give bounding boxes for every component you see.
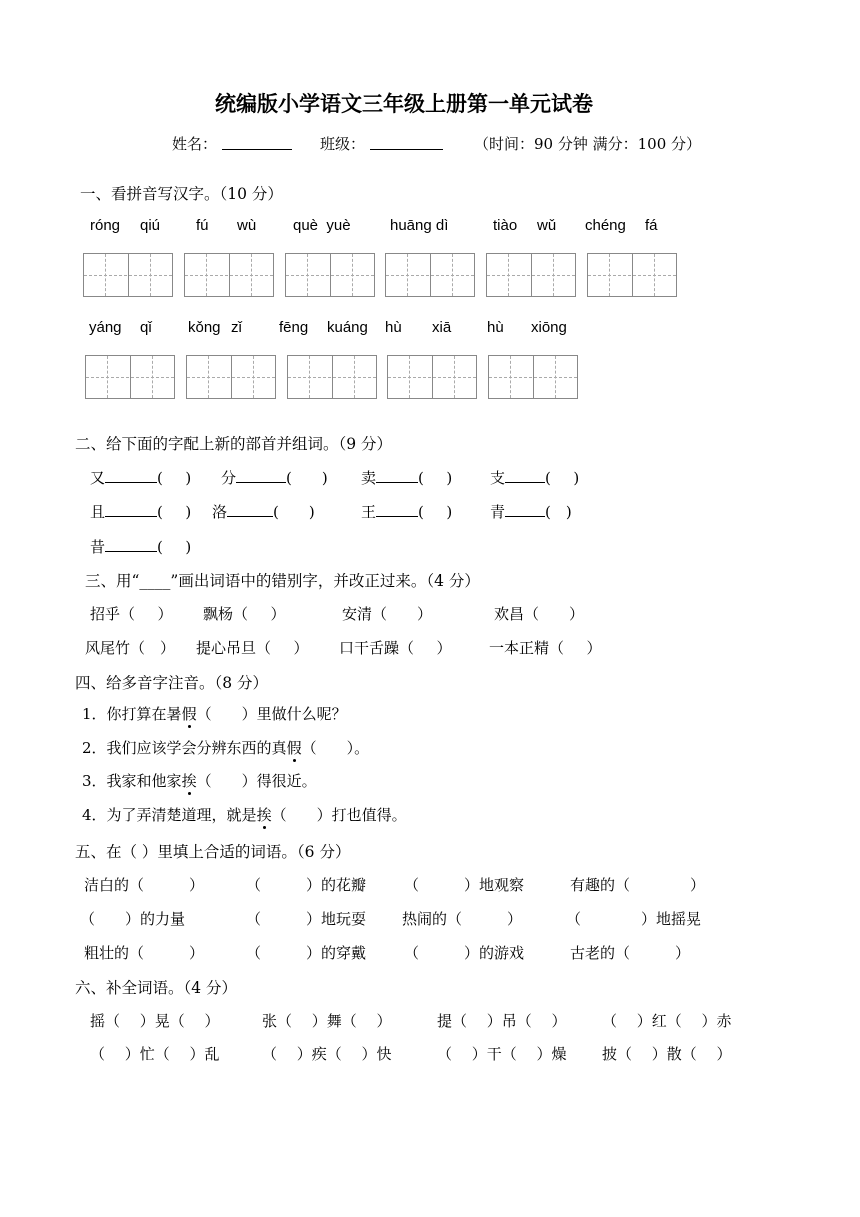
typo-item[interactable] bbox=[489, 637, 602, 658]
radical-item[interactable]: 支 ( ) bbox=[490, 469, 580, 487]
page-title: 统编版小学语文三年级上册第一单元试卷 bbox=[215, 92, 593, 116]
base-char: 且 bbox=[90, 503, 106, 521]
typo-word: 提心吊旦（ bbox=[196, 639, 272, 657]
fill-blank-phrase[interactable]: （ ）地玩耍 bbox=[246, 910, 367, 928]
typo-item[interactable] bbox=[339, 637, 452, 658]
radical-item[interactable]: 且 ( ) bbox=[90, 503, 192, 521]
polyphone-item[interactable] bbox=[82, 737, 369, 758]
section-5-heading: 五、在（ ）里填上合适的词语。（6 分） bbox=[75, 843, 351, 861]
base-char: 又 bbox=[90, 469, 106, 487]
typo-item[interactable] bbox=[494, 603, 584, 624]
fill-blank-phrase[interactable]: （ ）的穿戴 bbox=[246, 944, 367, 962]
sentence-text: 我们应该学会分辨东西的真 bbox=[106, 739, 287, 757]
pinyin: qǐ bbox=[140, 319, 152, 336]
polyphone-item[interactable] bbox=[82, 703, 347, 724]
idiom-blank[interactable]: （ ）干（ ）燥 bbox=[437, 1045, 567, 1063]
pinyin: tiào bbox=[493, 217, 518, 234]
paren-close: ） bbox=[436, 639, 452, 657]
typo-item[interactable] bbox=[85, 637, 175, 658]
pinyin: wǔ bbox=[537, 217, 557, 234]
pinyin: xiā bbox=[432, 319, 452, 336]
base-char: 青 bbox=[490, 503, 506, 521]
typo-item[interactable] bbox=[342, 603, 432, 624]
pinyin: xiōng bbox=[531, 319, 567, 336]
paren-close: ） bbox=[270, 605, 286, 623]
pinyin: yáng bbox=[89, 319, 122, 336]
typo-word: 欢昌（ bbox=[494, 605, 540, 623]
sentence-text: （ ）得很近。 bbox=[196, 772, 317, 790]
paren-close: ） bbox=[157, 605, 173, 623]
time-score: （时间：90 分钟 满分：100 分） bbox=[474, 135, 702, 153]
typo-word: 口干舌躁（ bbox=[339, 639, 415, 657]
dotted-char: 挨 bbox=[256, 806, 272, 824]
sentence-text: （ ）里做什么呢？ bbox=[196, 705, 347, 723]
sentence-text: （ ）。 bbox=[301, 739, 370, 757]
typo-item[interactable] bbox=[90, 603, 173, 624]
writing-grid[interactable] bbox=[85, 355, 175, 399]
sentence-text: 我家和他家 bbox=[106, 772, 182, 790]
idiom-blank[interactable]: 摇（ ）晃（ ） bbox=[90, 1012, 220, 1030]
section-6-heading: 六、补全词语。（4 分） bbox=[75, 979, 238, 997]
sentence-text: 你打算在暑 bbox=[106, 705, 182, 723]
typo-item[interactable] bbox=[196, 637, 309, 658]
writing-grid[interactable] bbox=[83, 253, 173, 297]
base-char: 卖 bbox=[361, 469, 377, 487]
item-number: 2． bbox=[82, 739, 107, 757]
writing-grid[interactable] bbox=[285, 253, 375, 297]
fill-blank-phrase[interactable]: 热闹的（ ） bbox=[402, 910, 523, 928]
fill-blank-phrase[interactable]: 有趣的（ ） bbox=[570, 876, 706, 894]
idiom-blank[interactable]: （ ）忙（ ）乱 bbox=[90, 1045, 220, 1063]
idiom-blank[interactable]: 披（ ）散（ ） bbox=[602, 1045, 732, 1063]
pinyin: huāng dì bbox=[390, 217, 449, 234]
polyphone-item[interactable] bbox=[82, 804, 407, 825]
pinyin: chéng bbox=[585, 217, 626, 234]
paren-close: ） bbox=[586, 639, 602, 657]
fill-blank-phrase[interactable]: 古老的（ ） bbox=[570, 944, 691, 962]
writing-grid[interactable] bbox=[385, 253, 475, 297]
pinyin: róng bbox=[90, 217, 121, 234]
typo-word: 招乎（ bbox=[90, 605, 136, 623]
fill-blank-phrase[interactable]: （ ）的游戏 bbox=[404, 944, 525, 962]
paren-close: ） bbox=[160, 639, 176, 657]
section-1-heading: 一、看拼音写汉字。（10 分） bbox=[80, 185, 283, 203]
fill-blank-phrase[interactable]: （ ）地观察 bbox=[404, 876, 525, 894]
pinyin: wù bbox=[237, 217, 257, 234]
writing-grid[interactable] bbox=[186, 355, 276, 399]
writing-grid[interactable] bbox=[287, 355, 377, 399]
item-number: 3． bbox=[82, 772, 107, 790]
radical-item[interactable]: 王 ( ) bbox=[361, 503, 453, 521]
item-number: 4． bbox=[82, 806, 107, 824]
paren-close: ） bbox=[569, 605, 585, 623]
pinyin: fú bbox=[196, 217, 209, 234]
base-char: 昔 bbox=[90, 538, 106, 556]
pinyin: fēng bbox=[279, 319, 309, 336]
typo-word: 风尾竹（ bbox=[85, 639, 146, 657]
pinyin: qiú bbox=[140, 217, 161, 234]
sentence-text: 为了弄清楚道理，就是 bbox=[106, 806, 257, 824]
fill-blank-phrase[interactable]: （ ）的力量 bbox=[80, 910, 186, 928]
idiom-blank[interactable]: （ ）红（ ）赤 bbox=[602, 1012, 732, 1030]
dotted-char: 假 bbox=[286, 739, 302, 757]
typo-item[interactable] bbox=[203, 603, 286, 624]
idiom-blank[interactable]: 提（ ）吊（ ） bbox=[437, 1012, 567, 1030]
writing-grid[interactable] bbox=[184, 253, 274, 297]
writing-grid[interactable] bbox=[587, 253, 677, 297]
radical-item[interactable]: 分 ( ) bbox=[221, 469, 328, 487]
dotted-char: 挨 bbox=[181, 772, 197, 790]
pinyin: zǐ bbox=[231, 319, 242, 336]
pinyin: kuáng bbox=[327, 319, 368, 336]
paren-close: ） bbox=[417, 605, 433, 623]
typo-word: 一本正精（ bbox=[489, 639, 565, 657]
radical-item[interactable]: 又 ( ) bbox=[90, 469, 192, 487]
base-char: 洛 bbox=[212, 503, 228, 521]
radical-item[interactable]: 昔 ( ) bbox=[90, 538, 192, 556]
base-char: 分 bbox=[221, 469, 237, 487]
writing-grid[interactable] bbox=[488, 355, 578, 399]
class-label: 班级： bbox=[320, 135, 366, 153]
writing-grid[interactable] bbox=[387, 355, 477, 399]
typo-word: 飘杨（ bbox=[203, 605, 249, 623]
idiom-blank[interactable]: （ ）疾（ ）快 bbox=[262, 1045, 392, 1063]
pinyin: què yuè bbox=[293, 217, 351, 234]
pinyin: fá bbox=[645, 217, 658, 234]
dotted-char: 假 bbox=[181, 705, 197, 723]
class-blank[interactable] bbox=[370, 134, 443, 150]
pinyin: hù bbox=[487, 319, 504, 336]
radical-item[interactable]: 卖 ( ) bbox=[361, 469, 453, 487]
idiom-blank[interactable]: 张（ ）舞（ ） bbox=[262, 1012, 392, 1030]
name-blank[interactable] bbox=[222, 134, 292, 150]
fill-blank-phrase[interactable]: 粗壮的（ ） bbox=[84, 944, 205, 962]
radical-item[interactable]: 青 ( ) bbox=[490, 503, 572, 521]
base-char: 王 bbox=[361, 503, 377, 521]
fill-blank-phrase[interactable]: （ ）地摇晃 bbox=[566, 910, 702, 928]
polyphone-item[interactable] bbox=[82, 770, 317, 791]
paren-close: ） bbox=[293, 639, 309, 657]
base-char: 支 bbox=[490, 469, 506, 487]
sentence-text: （ ）打也值得。 bbox=[271, 806, 407, 824]
pinyin: kǒng bbox=[188, 319, 221, 336]
writing-grid[interactable] bbox=[486, 253, 576, 297]
section-3-heading: 三、用“____”画出词语中的错别字，并改正过来。（4 分） bbox=[85, 572, 480, 590]
fill-blank-phrase[interactable]: （ ）的花瓣 bbox=[246, 876, 367, 894]
name-label: 姓名： bbox=[172, 135, 218, 153]
pinyin: hù bbox=[385, 319, 402, 336]
radical-item[interactable]: 洛 ( ) bbox=[212, 503, 315, 521]
section-4-heading: 四、给多音字注音。（8 分） bbox=[75, 674, 269, 692]
typo-word: 安清（ bbox=[342, 605, 388, 623]
fill-blank-phrase[interactable]: 洁白的（ ） bbox=[84, 876, 205, 894]
item-number: 1． bbox=[82, 705, 107, 723]
section-2-heading: 二、给下面的字配上新的部首并组词。（9 分） bbox=[75, 435, 393, 453]
